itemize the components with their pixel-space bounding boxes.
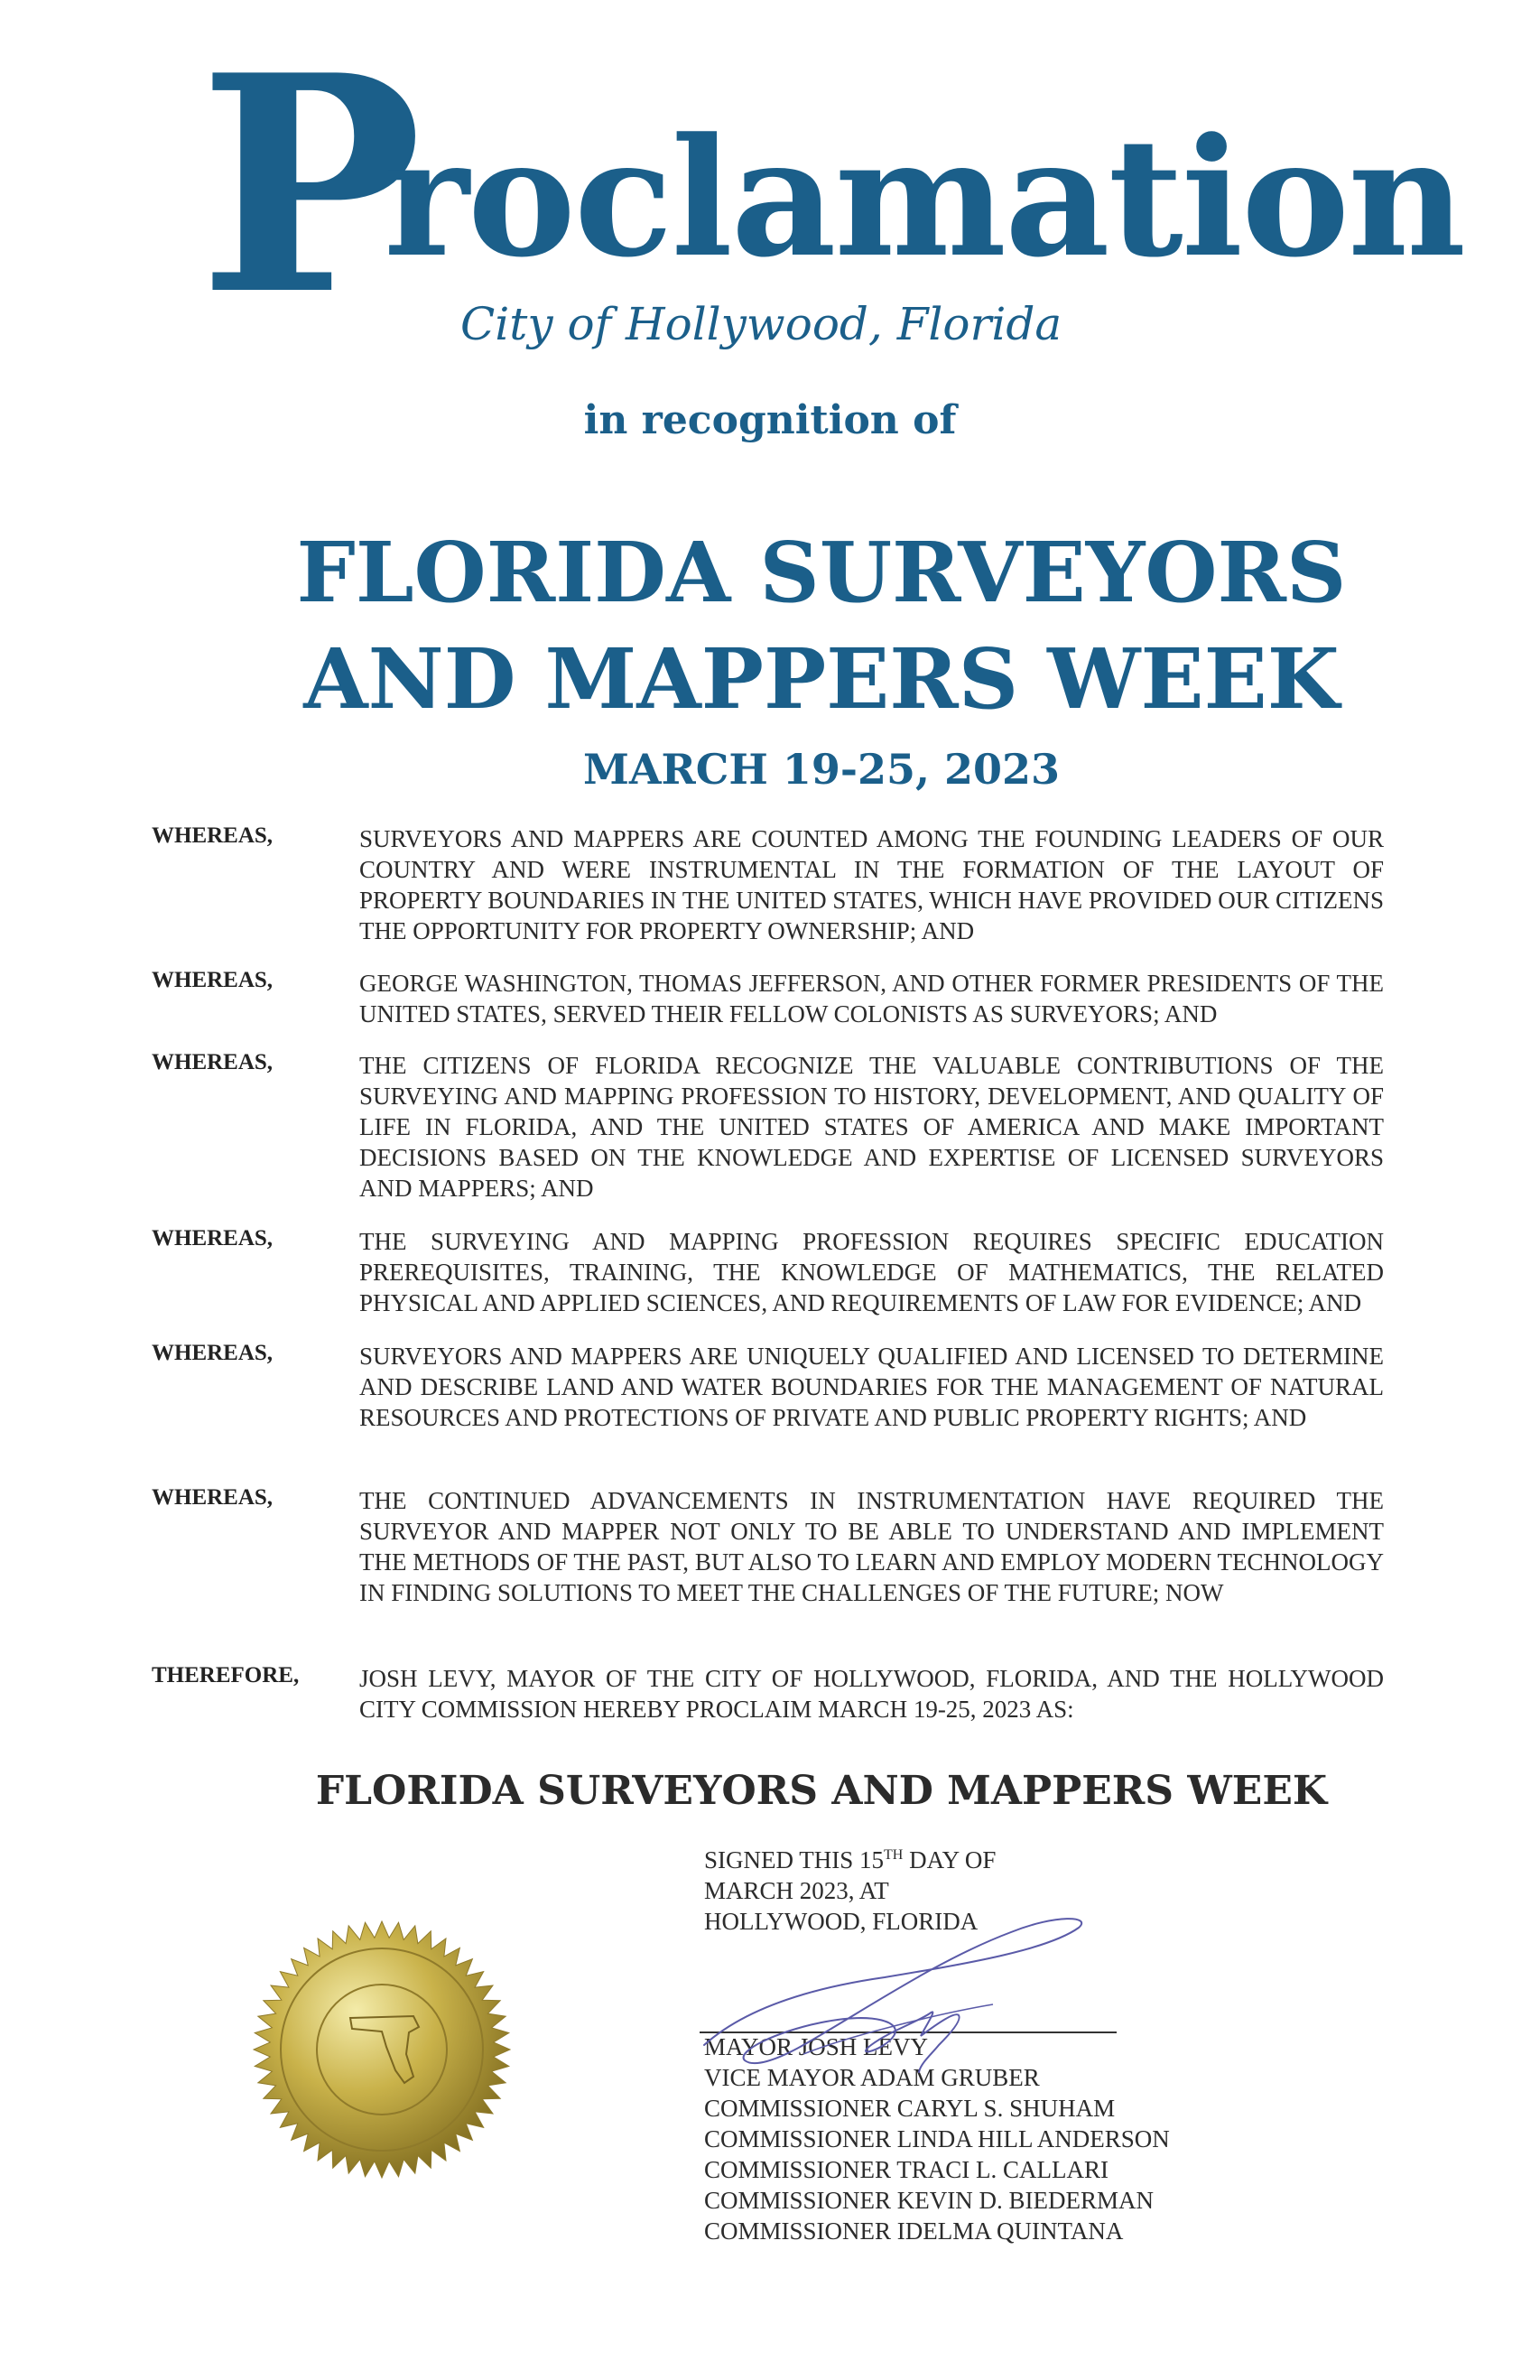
seal-burst [254,1921,510,2178]
clause-text: SURVEYORS AND MAPPERS ARE COUNTED AMONG THE FOUNDING LEADERS OF OUR COUNTRY AND WERE INSTRUMENTAL IN THE FORMATION OF THE LAYOUT OF PROPERTY BOUNDARIES IN THE UNITED STATES, WHICH HAVE PROVIDED OUR CITIZENS THE OPPORTUNITY FOR PROPERTY OWNERSHIP; AND [359,825,1384,944]
signed-line-3: HOLLYWOOD, FLORIDA [704,1908,979,1935]
official-name: COMMISSIONER CARYL S. SHUHAM [704,2095,1116,2122]
mayor-signature [668,1851,1101,2086]
title-rest: roclamation [384,103,1465,293]
clause-text: GEORGE WASHINGTON, THOMAS JEFFERSON, AND OTHER FORMER PRESIDENTS OF THE UNITED STATES, SERVED THEIR FELLOW COLONISTS AS SURVEYORS; AND [359,970,1384,1027]
official-name: COMMISSIONER TRACI L. CALLARI [704,2156,1109,2183]
city-subtitle: City of Hollywood, Florida [460,298,1062,350]
clause-label: WHEREAS, [152,1050,274,1074]
clause-label: WHEREAS, [152,1485,274,1510]
signed-ordinal: TH [884,1847,904,1863]
main-title-line1: FLORIDA SURVEYORS [296,524,1347,621]
official-name: COMMISSIONER KEVIN D. BIEDERMAN [704,2187,1155,2214]
signed-text: SIGNED THIS 15 [704,1846,885,1873]
proclaimed-title: FLORIDA SURVEYORS AND MAPPERS WEEK [315,1768,1328,1814]
event-dates: MARCH 19-25, 2023 [582,745,1061,794]
main-title-line2: AND MAPPERS WEEK [303,630,1340,728]
clause-text: SURVEYORS AND MAPPERS ARE UNIQUELY QUALIFIED AND LICENSED TO DETERMINE AND DESCRIBE LAND AND WATER BOUNDARIES FOR THE MANAGEMENT OF NATURAL RESOURCES AND PROTECTIONS OF PRIVATE AND PUBLIC PROPERTY RIGHTS; AND [359,1343,1384,1431]
proclamation-title [199,10,1465,360]
signed-line-2: MARCH 2023, AT [704,1877,889,1904]
seal-starburst-edge [254,1921,510,2178]
clause-text: THE CITIZENS OF FLORIDA RECOGNIZE THE VALUABLE CONTRIBUTIONS OF THE SURVEYING AND MAPPING PROFESSION TO HISTORY, DEVELOPMENT, AND QUALITY OF LIFE IN FLORIDA, AND THE UNITED STATES OF AMERICA AND MAKE IMPORTANT DECISIONS BASED ON THE KNOWLEDGE AND EXPERTISE OF LICENSED SURVEYORS AND MAPPERS; AND [359,1052,1384,1202]
official-name: VICE MAYOR ADAM GRUBER [704,2064,1040,2091]
clause-text: THE SURVEYING AND MAPPING PROFESSION REQUIRES SPECIFIC EDUCATION PREREQUISITES, TRAINING, THE KNOWLEDGE OF MATHEMATICS, THE RELATED PHYSICAL AND APPLIED SCIENCES, AND REQUIREMENTS OF LAW FOR EVIDENCE; AND [359,1228,1384,1316]
clause-label: WHEREAS, [152,1341,274,1365]
main-title [0,519,1540,732]
clause-label: WHEREAS, [152,1226,274,1250]
clause-text: THE CONTINUED ADVANCEMENTS IN INSTRUMENTATION HAVE REQUIRED THE SURVEYOR AND MAPPER NOT ONLY TO BE ABLE TO UNDERSTAND AND IMPLEMENT THE METHODS OF THE PAST, BUT ALSO TO LEARN AND EMPLOY MODERN TECHNOLOGY IN FINDING SOLUTIONS TO MEET THE CHALLENGES OF THE FUTURE; NOW [359,1487,1384,1606]
city-seal [251,1919,513,2180]
official-name: COMMISSIONER LINDA HILL ANDERSON [704,2125,1170,2152]
clause-text: JOSH LEVY, MAYOR OF THE CITY OF HOLLYWOOD, FLORIDA, AND THE HOLLYWOOD CITY COMMISSION HEREBY PROCLAIM MARCH 19-25, 2023 AS: [359,1665,1384,1723]
clause-label: WHEREAS, [152,823,274,848]
official-name: COMMISSIONER IDELMA QUINTANA [704,2217,1124,2245]
title-initial: P [199,10,423,360]
recognition-line: in recognition of [583,397,957,443]
clause-label: THEREFORE, [152,1663,300,1687]
clause-label: WHEREAS, [152,968,274,992]
official-name: MAYOR JOSH LEVY [704,2033,929,2060]
signed-text: DAY OF [903,1846,997,1873]
